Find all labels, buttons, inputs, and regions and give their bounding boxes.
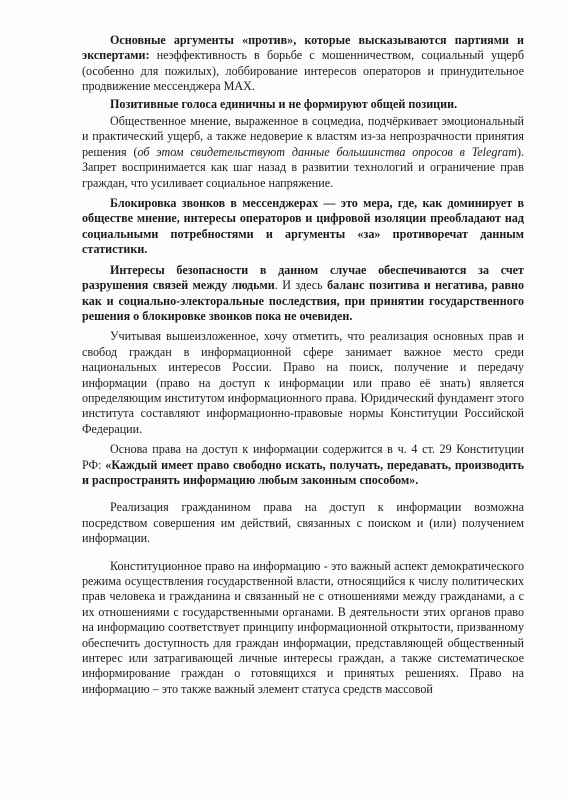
arguments-against-text: неэффективность в борьбе с мошенничеством, социальный ущерб (особенно для пожилых), лоббирование интересов операторов и принудительное продвижение мессенджера МАХ. — [82, 48, 524, 94]
constitution-basis-text: Основа права на доступ к информации содержится в ч. 4 ст. 29 Конституции РФ: — [82, 442, 524, 472]
constitutional-right-text: Конституционное право на информацию - это важный аспект демократического режима осуществления государственной власти, относящийся к числу политических прав человека и гражданина и связанный не с отношениями между гражданами, а с их отношениями с государственными органами. В деятельности этих органов право на информацию соответствует принципу информационной открытости, призванному обеспечить доступность для граждан информации, представляющей общественный интерес или затрагивающей личные интересы граждан, а также систематическое информирование граждан о готовящихся и принятых решениях. Право на информацию – это также важный элемент статуса средств массовой — [82, 558, 524, 696]
public-opinion-text-2: ). Запрет воспринимается как шаг назад в развитии технологий и ограничение прав граждан, что усиливает социальное напряжение. — [82, 144, 525, 190]
paragraph-realization — [82, 500, 524, 546]
positive-voices-text: Позитивные голоса единичны и не формируют общей позиции. — [110, 96, 458, 111]
paragraph-rights-freedoms — [82, 329, 524, 437]
security-interests-bold-2: баланс позитива и негатива, равно как и социально-электоральные последствия, при принятии государственного решения о блокировке звонков пока не очевиден. — [82, 278, 524, 323]
paragraph-call-blocking — [82, 196, 524, 258]
paragraph-constitution-basis — [82, 442, 524, 488]
constitution-quote: «Каждый имеет право свободно искать, получать, передавать, производить и распространять информацию любым законным способом». — [82, 457, 524, 487]
public-opinion-italic: об этом свидетельствуют данные большинства опросов в Telegram — [137, 144, 517, 159]
paragraph-positive-voices — [82, 97, 524, 112]
paragraph-public-opinion — [82, 114, 524, 191]
security-interests-text: . И здесь — [274, 278, 328, 293]
public-opinion-text-1: Общественное мнение, выраженное в соцмедиа, подчёркивает эмоциональный и практический ущерб, а также недоверие к властям из-за непрозрачности принятия решения ( — [82, 114, 524, 159]
paragraph-constitutional-right — [82, 559, 524, 698]
rights-freedoms-text: Учитывая вышеизложенное, хочу отметить, что реализация основных прав и свобод граждан в информационной сфере занимает важное место среди национальных интересов России. Право на поиск, получение и передачу информации (право на доступ к информации или право её знать) является определяющим институтом информационного права. Юридический фундамент этого института составляют информационно-правовые нормы Конституции Российской Федерации. — [82, 329, 524, 436]
paragraph-security-interests — [82, 263, 524, 325]
security-interests-bold-1: Интересы безопасности в данном случае обеспечиваются за счет разрушения связей между людьми — [82, 262, 524, 293]
paragraph-arguments-against — [82, 33, 524, 95]
call-blocking-text: Блокировка звонков в мессенджерах — это мера, где, как доминирует в обществе мнение, интересы операторов и цифровой изоляции преобладают над социальными потребностями и аргументы «за» противоречат данным статистики. — [82, 196, 524, 257]
arguments-against-heading: Основные аргументы «против», которые высказываются партиями и экспертами: — [82, 33, 524, 63]
realization-text: Реализация гражданином права на доступ к информации возможна посредством совершения им действий, связанных с поиском и (или) получением информации. — [82, 500, 524, 546]
